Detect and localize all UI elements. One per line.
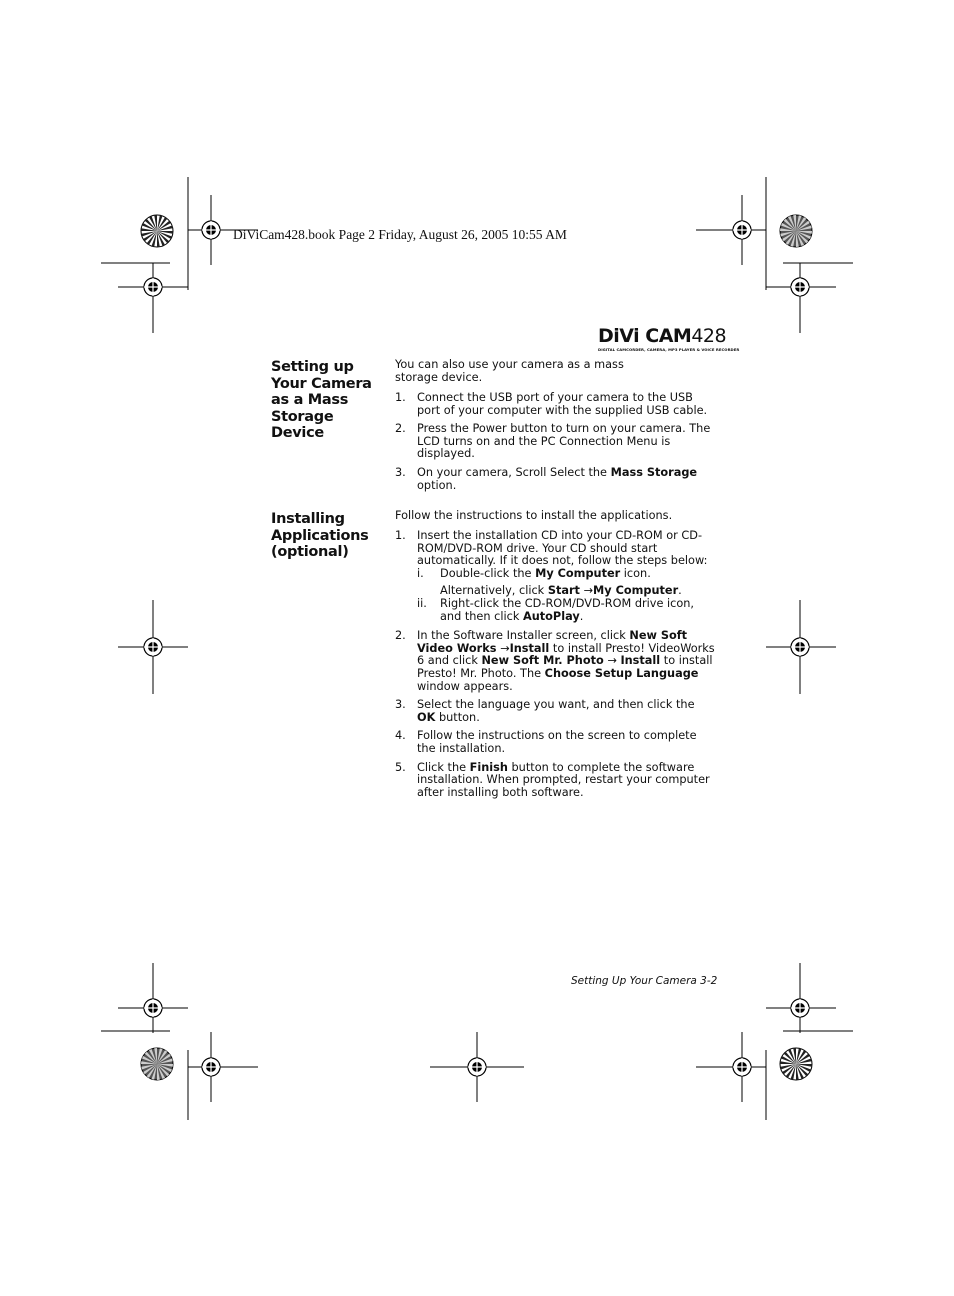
page-footer: Setting Up Your Camera 3-2 [571, 975, 718, 987]
arrow-icon: → [496, 641, 510, 655]
logo-tagline: DIGITAL CAMCORDER, CAMERA, MP3 PLAYER & VOICE RECORDER [598, 347, 740, 352]
divicam-logo [598, 325, 740, 356]
section1-steps [395, 392, 715, 492]
sub-list-item: i. Double-click the My Computer icon. [417, 566, 651, 580]
section1-intro: You can also use your camera as a mass storage device. [395, 358, 624, 384]
logo-brand: DiVi CAM [598, 325, 692, 347]
list-item: 3. Select the language you want, and then click the OK button. [395, 698, 695, 724]
starburst-target [780, 215, 812, 247]
file-header-line: DiViCam428.book Page 2 Friday, August 26, 2005 10:55 AM [233, 227, 567, 242]
list-item: 5. Click the Finish button to complete the software installation. When prompted, restart your computer after installing both software. [395, 760, 710, 799]
list-item: 1. Connect the USB port of your camera to the USB port of your computer with the supplied USB cable. [395, 391, 708, 417]
list-item: 3. On your camera, Scroll Select the Mass Storage option. [395, 465, 698, 492]
section-heading-installing: Installing Applications (optional) [271, 511, 369, 560]
list-item: 4. Follow the instructions on the screen to complete the installation. [395, 729, 697, 755]
list-item: 2. In the Software Installer screen, click New Soft Video Works →Install to install Presto! VideoWorks 6 and click New Soft Mr. Photo → Install to install Presto! Mr. Photo. The Choose Setup Language window appears. [395, 629, 715, 693]
arrow-icon: → [603, 654, 617, 668]
starburst-target [141, 215, 173, 247]
section-heading-mass-storage: Setting up Your Camera as a Mass Storage Device [271, 359, 372, 441]
sub-list-item: ii. Right-click the CD-ROM/DVD-ROM drive icon, and then click AutoPlay. [417, 596, 695, 623]
list-item: 2. Press the Power button to turn on your camera. The LCD turns on and the PC Connection Menu is displayed. [395, 422, 711, 461]
section2-steps [395, 530, 715, 799]
list-item: 1. Insert the installation CD into your CD-ROM or CD-ROM/DVD-ROM drive. Your CD should start automatically. If it does not, follow the steps below: i. Double-click the My Computer icon. Alternatively, click Start →My Computer. ii. Right-click the CD-ROM/DVD-ROM drive icon, and then click AutoPlay. [395, 530, 715, 623]
section2-intro: Follow the instructions to install the applications. [395, 509, 673, 522]
alternative-line: Alternatively, click Start →My Computer. [440, 584, 682, 598]
logo-model: 428 [691, 325, 727, 347]
starburst-target [141, 1048, 173, 1080]
starburst-target [780, 1048, 812, 1080]
arrow-icon: → [579, 584, 594, 598]
